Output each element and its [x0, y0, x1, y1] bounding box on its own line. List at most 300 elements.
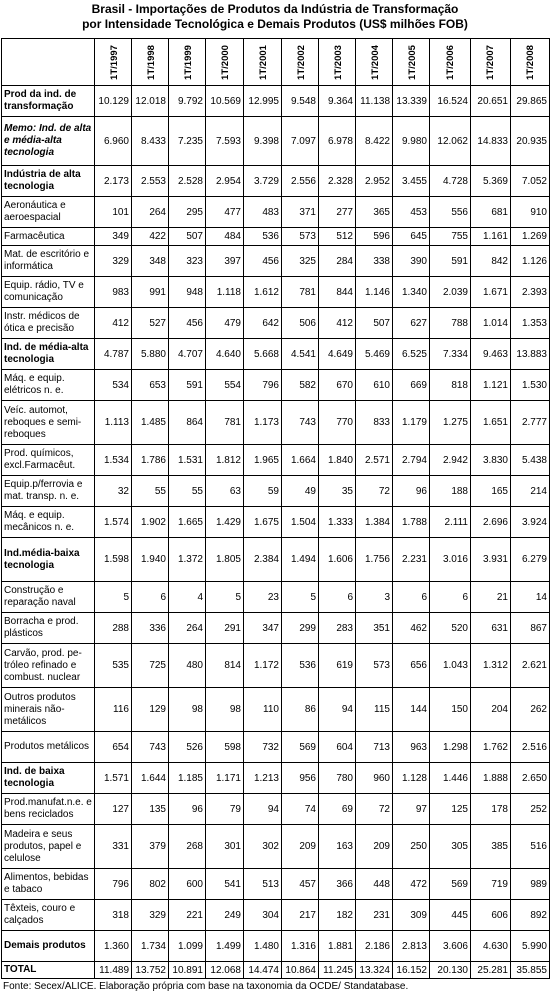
table-cell: 268	[169, 825, 206, 869]
table-cell: 3.016	[430, 538, 471, 582]
table-cell: 910	[511, 197, 550, 228]
table-cell: 867	[511, 613, 550, 644]
table-cell: 371	[282, 197, 319, 228]
table-cell: 963	[393, 732, 430, 763]
table-cell: 788	[430, 308, 471, 339]
table-cell: 305	[430, 825, 471, 869]
table-cell: 74	[282, 794, 319, 825]
table-cell: 20.935	[511, 117, 550, 166]
table-cell: 743	[132, 732, 169, 763]
row-label: Ind. de baixa tecnologia	[2, 763, 95, 794]
column-header-label: 1T/2000	[219, 44, 231, 80]
column-header-label: 1T/1997	[108, 44, 120, 80]
row-label: Borracha e prod. plásticos	[2, 613, 95, 644]
table-cell: 604	[319, 732, 356, 763]
table-cell: 796	[95, 869, 132, 900]
table-cell: 2.696	[471, 507, 511, 538]
table-cell: 116	[95, 688, 132, 732]
table-cell: 231	[356, 900, 393, 931]
table-cell: 610	[356, 370, 393, 401]
table-cell: 1.531	[169, 445, 206, 476]
table-row	[2, 644, 550, 688]
table-row	[2, 246, 550, 277]
table-cell: 4.728	[430, 166, 471, 197]
table-cell: 719	[471, 869, 511, 900]
row-label: Memo: Ind. de alta e média-alta tecnologia	[2, 117, 95, 166]
table-cell: 892	[511, 900, 550, 931]
table-cell: 627	[393, 308, 430, 339]
table-cell: 2.393	[511, 277, 550, 308]
table-cell: 1.499	[206, 931, 244, 962]
table-cell: 86	[282, 688, 319, 732]
table-cell: 1.118	[206, 277, 244, 308]
table-cell: 527	[132, 308, 169, 339]
table-cell: 534	[95, 370, 132, 401]
table-cell: 217	[282, 900, 319, 931]
table-cell: 1.312	[471, 644, 511, 688]
table-cell: 656	[393, 644, 430, 688]
table-cell: 1.571	[95, 763, 132, 794]
table-cell: 329	[132, 900, 169, 931]
table-cell: 14	[511, 582, 550, 613]
table-cell: 1.805	[206, 538, 244, 582]
table-cell: 94	[244, 794, 282, 825]
table-cell: 284	[319, 246, 356, 277]
table-cell: 2.039	[430, 277, 471, 308]
table-cell: 1.429	[206, 507, 244, 538]
table-cell: 453	[393, 197, 430, 228]
table-row	[2, 476, 550, 507]
table-cell: 5	[95, 582, 132, 613]
table-cell: 2.777	[511, 401, 550, 445]
row-label: Alimentos, bebidas e tabaco	[2, 869, 95, 900]
table-cell: 507	[356, 308, 393, 339]
table-cell: 1.099	[169, 931, 206, 962]
table-cell: 13.324	[356, 962, 393, 979]
row-label: Têxteis, couro e calçados	[2, 900, 95, 931]
table-cell: 9.463	[471, 339, 511, 370]
table-cell: 283	[319, 613, 356, 644]
table-cell: 221	[169, 900, 206, 931]
table-cell: 12.062	[430, 117, 471, 166]
table-cell: 1.494	[282, 538, 319, 582]
table-cell: 5.668	[244, 339, 282, 370]
table-cell: 1.446	[430, 763, 471, 794]
table-cell: 569	[430, 869, 471, 900]
table-cell: 4.630	[471, 931, 511, 962]
column-header	[393, 39, 430, 86]
table-cell: 11.138	[356, 86, 393, 117]
table-cell: 10.864	[282, 962, 319, 979]
table-title	[0, 0, 550, 38]
table-cell: 250	[393, 825, 430, 869]
table-cell: 755	[430, 228, 471, 246]
table-cell: 818	[430, 370, 471, 401]
table-cell: 1.126	[511, 246, 550, 277]
table-cell: 1.269	[511, 228, 550, 246]
table-cell: 1.786	[132, 445, 169, 476]
column-header	[169, 39, 206, 86]
table-cell: 182	[319, 900, 356, 931]
table-row	[2, 277, 550, 308]
table-cell: 1.612	[244, 277, 282, 308]
table-cell: 725	[132, 644, 169, 688]
table-row	[2, 166, 550, 197]
table-row	[2, 732, 550, 763]
table-cell: 1.644	[132, 763, 169, 794]
table-cell: 13.339	[393, 86, 430, 117]
column-header	[319, 39, 356, 86]
table-cell: 960	[356, 763, 393, 794]
source-note: Fonte: Secex/ALICE. Elaboração própria com base na taxonomia da OCDE/ Standatabase.	[3, 981, 409, 992]
table-cell: 4	[169, 582, 206, 613]
table-cell: 178	[471, 794, 511, 825]
table-cell: 1.606	[319, 538, 356, 582]
table-cell: 5.469	[356, 339, 393, 370]
column-header	[511, 39, 550, 86]
table-cell: 3.830	[471, 445, 511, 476]
table-cell: 329	[95, 246, 132, 277]
table-cell: 2.942	[430, 445, 471, 476]
table-cell: 163	[319, 825, 356, 869]
table-cell: 3.931	[471, 538, 511, 582]
table-cell: 72	[356, 794, 393, 825]
table-cell: 1.340	[393, 277, 430, 308]
table-cell: 4.649	[319, 339, 356, 370]
table-cell: 127	[95, 794, 132, 825]
table-cell: 6	[393, 582, 430, 613]
table-cell: 96	[393, 476, 430, 507]
table-cell: 526	[169, 732, 206, 763]
column-header-label: 1T/2005	[406, 44, 418, 80]
table-cell: 35	[319, 476, 356, 507]
table-cell: 462	[393, 613, 430, 644]
table-cell: 94	[319, 688, 356, 732]
table-cell: 1.788	[393, 507, 430, 538]
table-cell: 9.364	[319, 86, 356, 117]
table-cell: 1.965	[244, 445, 282, 476]
table-cell: 983	[95, 277, 132, 308]
table-cell: 681	[471, 197, 511, 228]
table-cell: 336	[132, 613, 169, 644]
table-cell: 598	[206, 732, 244, 763]
table-cell: 1.762	[471, 732, 511, 763]
table-cell: 13.883	[511, 339, 550, 370]
row-label: Veíc. automot, reboques e semi-reboques	[2, 401, 95, 445]
table-cell: 12.068	[206, 962, 244, 979]
table-cell: 448	[356, 869, 393, 900]
table-cell: 864	[169, 401, 206, 445]
table-cell: 1.146	[356, 277, 393, 308]
table-cell: 1.664	[282, 445, 319, 476]
row-label: Máq. e equip. mecânicos n. e.	[2, 507, 95, 538]
table-cell: 1.043	[430, 644, 471, 688]
table-cell: 1.840	[319, 445, 356, 476]
table-cell: 1.902	[132, 507, 169, 538]
table-cell: 72	[356, 476, 393, 507]
table-row	[2, 339, 550, 370]
table-cell: 366	[319, 869, 356, 900]
row-label: Outros produtos minerais não-metálicos	[2, 688, 95, 732]
table-cell: 1.574	[95, 507, 132, 538]
table-cell: 11.489	[95, 962, 132, 979]
table-cell: 3.606	[430, 931, 471, 962]
table-cell: 2.813	[393, 931, 430, 962]
table-row	[2, 228, 550, 246]
table-row	[2, 507, 550, 538]
table-cell: 483	[244, 197, 282, 228]
table-cell: 8.433	[132, 117, 169, 166]
table-cell: 4.640	[206, 339, 244, 370]
table-cell: 331	[95, 825, 132, 869]
table-cell: 188	[430, 476, 471, 507]
table-cell: 5	[206, 582, 244, 613]
table-cell: 1.734	[132, 931, 169, 962]
row-label: Equip. rádio, TV e comunicação	[2, 277, 95, 308]
column-header-label: 1T/2001	[257, 44, 269, 80]
table-cell: 347	[244, 613, 282, 644]
table-cell: 2.528	[169, 166, 206, 197]
table-cell: 1.534	[95, 445, 132, 476]
table-cell: 653	[132, 370, 169, 401]
table-row	[2, 370, 550, 401]
column-header-label: 1T/1998	[145, 44, 157, 80]
table-cell: 97	[393, 794, 430, 825]
row-label: Prod da ind. de transformação	[2, 86, 95, 117]
table-row	[2, 582, 550, 613]
table-cell: 49	[282, 476, 319, 507]
table-cell: 1.530	[511, 370, 550, 401]
table-cell: 472	[393, 869, 430, 900]
table-cell: 150	[430, 688, 471, 732]
table-cell: 5.880	[132, 339, 169, 370]
row-label: Produtos metálicos	[2, 732, 95, 763]
table-cell: 5.369	[471, 166, 511, 197]
table-cell: 573	[282, 228, 319, 246]
column-header-label: 1T/1999	[182, 44, 194, 80]
table-cell: 20.130	[430, 962, 471, 979]
table-cell: 7.235	[169, 117, 206, 166]
table-cell: 165	[471, 476, 511, 507]
table-cell: 98	[206, 688, 244, 732]
row-label: Máq. e equip. elétricos n. e.	[2, 370, 95, 401]
table-cell: 5.990	[511, 931, 550, 962]
table-cell: 204	[471, 688, 511, 732]
table-cell: 645	[393, 228, 430, 246]
table-cell: 10.129	[95, 86, 132, 117]
column-header-label: 1T/2006	[444, 44, 456, 80]
table-cell: 209	[282, 825, 319, 869]
table-cell: 390	[393, 246, 430, 277]
table-cell: 325	[282, 246, 319, 277]
table-cell: 264	[169, 613, 206, 644]
table-cell: 2.384	[244, 538, 282, 582]
table-cell: 1.671	[471, 277, 511, 308]
table-row	[2, 538, 550, 582]
column-header	[471, 39, 511, 86]
table-row	[2, 962, 550, 979]
table-cell: 1.665	[169, 507, 206, 538]
table-cell: 291	[206, 613, 244, 644]
table-cell: 507	[169, 228, 206, 246]
column-header	[95, 39, 132, 86]
table-cell: 302	[244, 825, 282, 869]
row-label: Carvão, prod. pe-tróleo refinado e combust. nuclear	[2, 644, 95, 688]
table-cell: 573	[356, 644, 393, 688]
table-cell: 323	[169, 246, 206, 277]
row-label: Ind. de média-alta tecnologia	[2, 339, 95, 370]
row-label: Construção e reparação naval	[2, 582, 95, 613]
table-cell: 513	[244, 869, 282, 900]
column-header	[206, 39, 244, 86]
header-corner	[2, 39, 95, 86]
table-cell: 338	[356, 246, 393, 277]
table-row	[2, 931, 550, 962]
table-cell: 842	[471, 246, 511, 277]
table-cell: 1.316	[282, 931, 319, 962]
table-cell: 129	[132, 688, 169, 732]
table-body	[2, 86, 550, 979]
table-cell: 115	[356, 688, 393, 732]
table-cell: 101	[95, 197, 132, 228]
table-cell: 397	[206, 246, 244, 277]
table-cell: 814	[206, 644, 244, 688]
row-label: Prod.manufat.n.e. e bens reciclados	[2, 794, 95, 825]
table-cell: 713	[356, 732, 393, 763]
table-cell: 14.833	[471, 117, 511, 166]
table-row	[2, 825, 550, 869]
table-cell: 554	[206, 370, 244, 401]
table-cell: 642	[244, 308, 282, 339]
table-cell: 6.525	[393, 339, 430, 370]
table-cell: 3.729	[244, 166, 282, 197]
table-cell: 669	[393, 370, 430, 401]
column-header-label: 1T/2004	[369, 44, 381, 80]
table-cell: 2.111	[430, 507, 471, 538]
table-cell: 9.548	[282, 86, 319, 117]
table-cell: 989	[511, 869, 550, 900]
table-cell: 1.275	[430, 401, 471, 445]
table-cell: 1.485	[132, 401, 169, 445]
table-cell: 606	[471, 900, 511, 931]
table-cell: 6.978	[319, 117, 356, 166]
table-cell: 12.995	[244, 86, 282, 117]
table-cell: 2.794	[393, 445, 430, 476]
table-row	[2, 86, 550, 117]
table-cell: 2.571	[356, 445, 393, 476]
table-cell: 654	[95, 732, 132, 763]
table-cell: 456	[169, 308, 206, 339]
column-header-label: 1T/2008	[524, 44, 536, 80]
table-cell: 96	[169, 794, 206, 825]
table-cell: 1.014	[471, 308, 511, 339]
table-cell: 1.172	[244, 644, 282, 688]
table-cell: 214	[511, 476, 550, 507]
table-cell: 1.179	[393, 401, 430, 445]
table-cell: 477	[206, 197, 244, 228]
table-cell: 1.480	[244, 931, 282, 962]
table-cell: 1.173	[244, 401, 282, 445]
table-cell: 516	[511, 825, 550, 869]
table-cell: 956	[282, 763, 319, 794]
row-label: Ind.média-baixa tecnologia	[2, 538, 95, 582]
table-cell: 991	[132, 277, 169, 308]
table-cell: 6	[132, 582, 169, 613]
table-cell: 591	[169, 370, 206, 401]
table-cell: 349	[95, 228, 132, 246]
table-cell: 13.752	[132, 962, 169, 979]
table-cell: 7.052	[511, 166, 550, 197]
table-cell: 309	[393, 900, 430, 931]
table-cell: 1.298	[430, 732, 471, 763]
table-cell: 520	[430, 613, 471, 644]
column-header	[282, 39, 319, 86]
row-label: Demais produtos	[2, 931, 95, 962]
column-header-label: 1T/2007	[485, 44, 496, 80]
table-row	[2, 613, 550, 644]
table-cell: 69	[319, 794, 356, 825]
column-header-label: 1T/2002	[295, 44, 307, 80]
table-cell: 264	[132, 197, 169, 228]
table-cell: 10.569	[206, 86, 244, 117]
table-cell: 600	[169, 869, 206, 900]
column-header	[430, 39, 471, 86]
table-cell: 135	[132, 794, 169, 825]
table-cell: 781	[206, 401, 244, 445]
table-row	[2, 900, 550, 931]
table-cell: 299	[282, 613, 319, 644]
table-cell: 20.651	[471, 86, 511, 117]
table-cell: 1.213	[244, 763, 282, 794]
table-cell: 351	[356, 613, 393, 644]
table-cell: 277	[319, 197, 356, 228]
row-label: Equip.p/ferrovia e mat. transp. n. e.	[2, 476, 95, 507]
table-cell: 2.650	[511, 763, 550, 794]
table-cell: 1.372	[169, 538, 206, 582]
table-cell: 743	[282, 401, 319, 445]
table-cell: 2.621	[511, 644, 550, 688]
table-cell: 4.541	[282, 339, 319, 370]
table-cell: 1.128	[393, 763, 430, 794]
table-cell: 770	[319, 401, 356, 445]
table-cell: 479	[206, 308, 244, 339]
table-cell: 556	[430, 197, 471, 228]
table-cell: 796	[244, 370, 282, 401]
table-cell: 35.855	[511, 962, 550, 979]
table-cell: 5.438	[511, 445, 550, 476]
table-cell: 480	[169, 644, 206, 688]
row-label: Farmacêutica	[2, 228, 95, 246]
table-cell: 144	[393, 688, 430, 732]
table-cell: 59	[244, 476, 282, 507]
table-cell: 541	[206, 869, 244, 900]
table-cell: 2.553	[132, 166, 169, 197]
table-cell: 1.598	[95, 538, 132, 582]
table-cell: 304	[244, 900, 282, 931]
table-cell: 1.113	[95, 401, 132, 445]
table-cell: 1.812	[206, 445, 244, 476]
table-cell: 844	[319, 277, 356, 308]
table-cell: 670	[319, 370, 356, 401]
row-label: Madeira e seus produtos, papel e celulose	[2, 825, 95, 869]
table-cell: 591	[430, 246, 471, 277]
table-cell: 1.353	[511, 308, 550, 339]
table-cell: 3	[356, 582, 393, 613]
table-cell: 295	[169, 197, 206, 228]
column-header	[356, 39, 393, 86]
row-label: TOTAL	[2, 962, 95, 979]
table-row	[2, 688, 550, 732]
